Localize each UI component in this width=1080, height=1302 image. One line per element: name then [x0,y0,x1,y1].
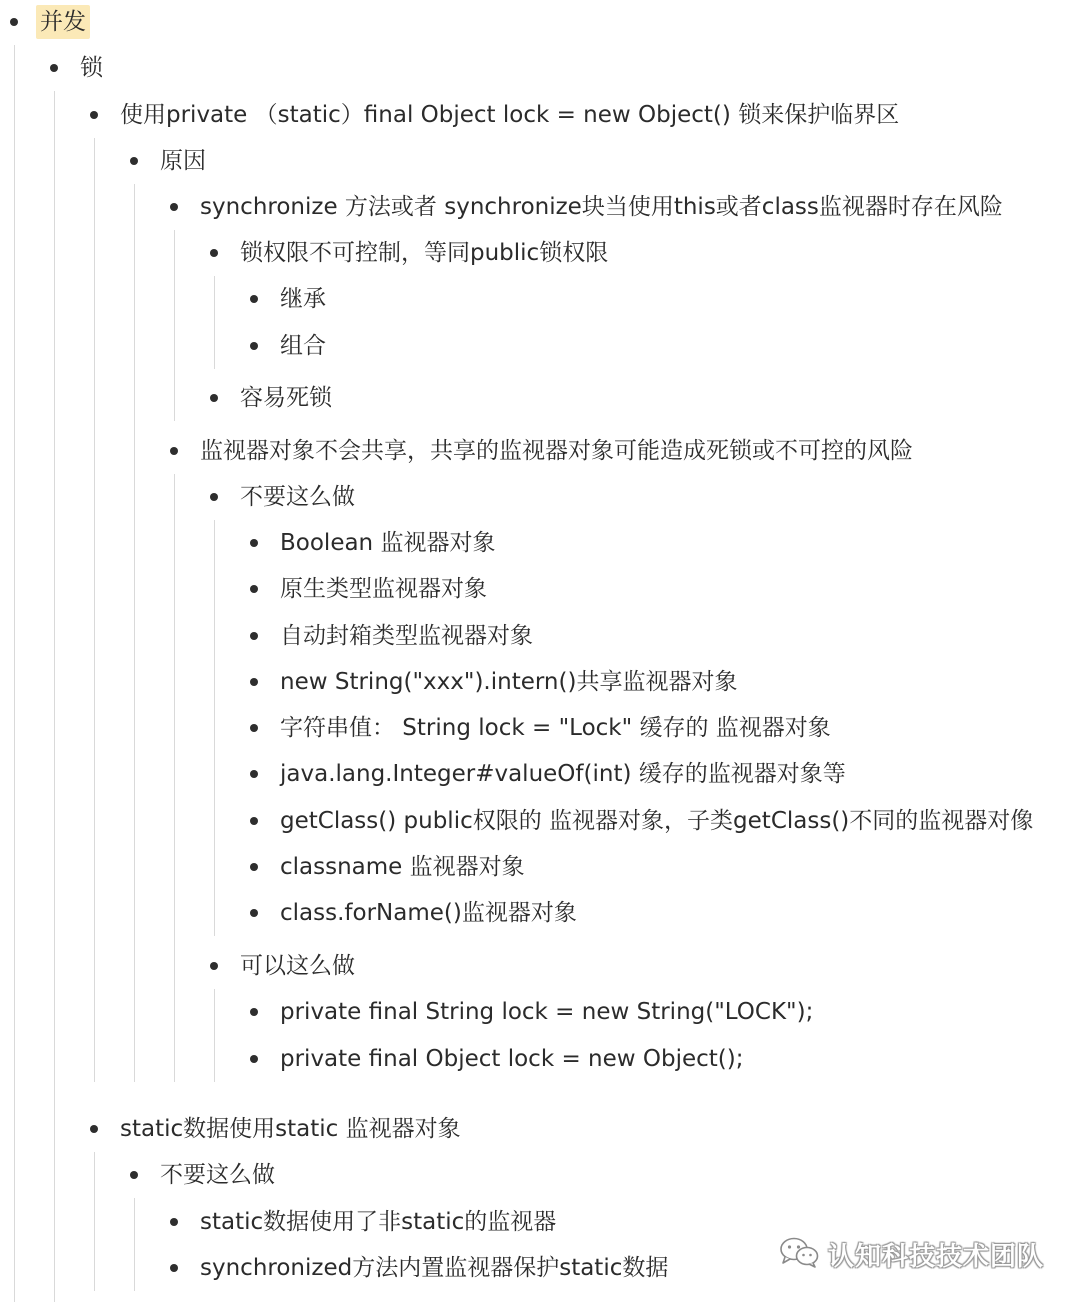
bullet-dot-icon[interactable] [170,1264,178,1272]
outline-item-label: getClass() public权限的 监视器对象，子类getClass()不同的监视器对像 [280,808,1034,834]
outline-item[interactable] [0,184,1080,230]
bullet-dot-icon[interactable] [250,1008,258,1016]
outline-item-label: private final String lock = new String("LOCK"); [280,999,814,1025]
outline-item-label: synchronized方法内置监视器保护static数据 [200,1255,669,1281]
outline-item[interactable] [0,943,1080,989]
outline-item[interactable] [0,474,1080,520]
bullet-dot-icon[interactable] [10,18,18,26]
bullet-dot-icon[interactable] [90,111,98,119]
outline-item-label: 继承 [280,286,326,312]
outline-item-label: synchronize 方法或者 synchronize块当使用this或者class监视器时存在风险 [200,194,1003,220]
bullet-dot-icon[interactable] [250,1055,258,1063]
outline-item-label: class.forName()监视器对象 [280,900,577,926]
outline-item-label: 锁权限不可控制，等同public锁权限 [240,240,609,266]
outline-item[interactable] [0,323,1080,369]
outline-item[interactable] [0,520,1080,566]
outline-item[interactable] [0,230,1080,276]
outline-item-label: 不要这么做 [240,484,355,510]
bullet-dot-icon[interactable] [210,962,218,970]
indent-guide [214,276,215,369]
outline-item[interactable] [0,1152,1080,1198]
indent-guide [214,989,215,1082]
outline-item-label: classname 监视器对象 [280,854,525,880]
outline-item-label: static数据使用static 监视器对象 [120,1116,461,1142]
bullet-dot-icon[interactable] [130,157,138,165]
bullet-dot-icon[interactable] [210,394,218,402]
bullet-dot-icon[interactable] [170,1218,178,1226]
outline-item[interactable] [0,0,1080,45]
outline-item-label: 不要这么做 [160,1162,275,1188]
outline-item-label: private final Object lock = new Object(); [280,1046,744,1072]
outline-item-label: 自动封箱类型监视器对象 [280,623,533,649]
outline-item-label: static数据使用了非static的监视器 [200,1209,557,1235]
outline-item-label: 并发 [36,5,90,39]
outline-item[interactable] [0,45,1080,91]
bullet-dot-icon[interactable] [250,863,258,871]
outline-item-label: 使用private （static）final Object lock = new Object() 锁来保护临界区 [120,102,900,128]
outline-item-label: 锁 [80,55,103,81]
bullet-dot-icon[interactable] [250,909,258,917]
outline-item-label: Boolean 监视器对象 [280,530,496,556]
indent-guide [54,91,55,1302]
outline-item-label: 组合 [280,333,326,359]
outline-item-label: 可以这么做 [240,953,355,979]
outline-item[interactable] [0,276,1080,322]
outline-item[interactable] [0,1036,1080,1082]
bullet-dot-icon[interactable] [250,295,258,303]
outline-item-label: java.lang.Integer#valueOf(int) 缓存的监视器对象等 [280,761,846,787]
outline-item-label: 原因 [160,148,206,174]
bullet-dot-icon[interactable] [250,342,258,350]
outline-item-label: 原生类型监视器对象 [280,576,487,602]
bullet-dot-icon[interactable] [210,249,218,257]
outline-item-label: 字符串值： String lock = "Lock" 缓存的 监视器对象 [280,715,831,741]
bullet-dot-icon[interactable] [250,539,258,547]
outline-item[interactable] [0,138,1080,184]
indent-guide [14,45,15,1302]
bullet-dot-icon[interactable] [250,724,258,732]
outline-item[interactable] [0,92,1080,138]
bullet-dot-icon[interactable] [90,1125,98,1133]
outline-item[interactable] [0,705,1080,751]
bullet-dot-icon[interactable] [250,770,258,778]
indent-guide [134,184,135,1082]
outline-item[interactable] [0,798,1080,844]
outline-item[interactable] [0,613,1080,659]
indent-guide [174,474,175,1082]
watermark [778,1234,1044,1274]
indent-guide [134,1198,135,1291]
bullet-dot-icon[interactable] [170,447,178,455]
outline-item[interactable] [0,890,1080,936]
indent-guide [94,1152,95,1291]
bullet-dot-icon[interactable] [250,678,258,686]
outline-item[interactable] [0,751,1080,797]
outline-item[interactable] [0,844,1080,890]
bullet-dot-icon[interactable] [210,493,218,501]
outline-item[interactable] [0,428,1080,474]
watermark-text: 认知科技技术团队 [828,1241,1045,1272]
outline-item-label: 容易死锁 [240,385,332,411]
bullet-dot-icon[interactable] [130,1171,138,1179]
bullet-dot-icon[interactable] [250,817,258,825]
bullet-dot-icon[interactable] [170,203,178,211]
outline-item-label: new String("xxx").intern()共享监视器对象 [280,669,738,695]
outline-item[interactable] [0,989,1080,1035]
outline-item[interactable] [0,375,1080,421]
wechat-icon [778,1235,820,1273]
indent-guide [94,138,95,1082]
bullet-dot-icon[interactable] [250,585,258,593]
indent-guide [214,520,215,936]
bullet-dot-icon[interactable] [50,64,58,72]
outline-item[interactable] [0,1106,1080,1152]
outline-item[interactable] [0,659,1080,705]
outline-item-label: 监视器对象不会共享，共享的监视器对象可能造成死锁或不可控的风险 [200,438,913,464]
outline-item[interactable] [0,566,1080,612]
bullet-dot-icon[interactable] [250,632,258,640]
indent-guide [174,230,175,421]
